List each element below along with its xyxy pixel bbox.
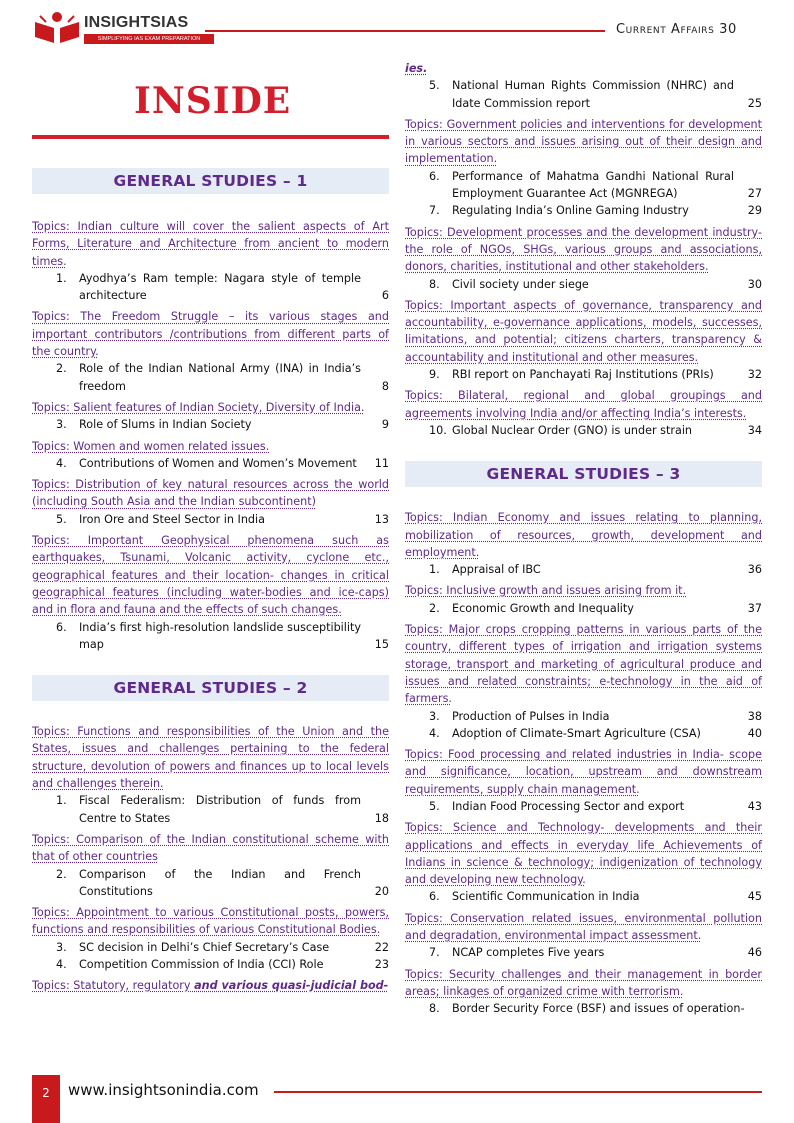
contents-entry[interactable]	[32, 866, 389, 901]
gs3-contents	[405, 509, 762, 1017]
brand-name: INSIGHTSIAS	[84, 14, 189, 31]
contents-entry[interactable]	[32, 360, 389, 395]
entry-number: 8.	[429, 1002, 440, 1016]
gs1-heading: GENERAL STUDIES – 1	[32, 168, 389, 194]
book-person-logo-icon	[32, 10, 82, 44]
contents-entry[interactable]	[32, 270, 389, 305]
footer-divider	[274, 1091, 762, 1093]
entry-title: Appraisal of IBC	[452, 563, 541, 577]
entry-title: Ayodhya’s Ram temple: Nagara style of temple architecture	[79, 271, 361, 303]
contents-entry[interactable]	[32, 416, 389, 433]
entry-number: 7.	[429, 204, 440, 218]
entry-page-number: 38	[747, 709, 762, 723]
contents-entry[interactable]	[405, 708, 762, 725]
entry-page-number: 15	[374, 637, 389, 651]
contents-entry[interactable]	[405, 888, 762, 905]
contents-entry[interactable]	[405, 600, 762, 617]
topic-heading[interactable]: Topics: Security challenges and their management in border areas; linkages of organized crime with terrorism.	[405, 967, 762, 998]
entry-title: India’s first high-resolution landslide susceptibility map	[79, 620, 361, 651]
entry-page-number: 43	[747, 799, 762, 813]
entry-number: 5.	[429, 799, 440, 813]
topic-text-continued: ies.	[405, 62, 428, 75]
contents-entry[interactable]	[32, 619, 389, 654]
entry-page-number: 34	[747, 423, 762, 437]
topic-heading[interactable]: Topics: Indian culture will cover the salient aspects of Art Forms, Literature and Architecture from ancient to modern times.	[32, 220, 389, 268]
website-link[interactable]: www.insightsonindia.com	[68, 1081, 259, 1099]
entry-title: National Human Rights Commission (NHRC) and Idate Commission report	[452, 79, 734, 110]
topic-continuation[interactable]	[405, 60, 762, 77]
entry-title: Border Security Force (BSF) and issues of operation-	[452, 1002, 745, 1016]
entry-title: Competition Commission of India (CCI) Role	[79, 957, 324, 971]
entry-page-number: 45	[747, 890, 762, 904]
entry-page-number: 36	[747, 563, 762, 577]
entry-title: Role of Slums in Indian Society	[79, 418, 252, 432]
entry-number: 8.	[429, 277, 440, 291]
contents-entry[interactable]	[32, 511, 389, 528]
contents-entry[interactable]	[405, 725, 762, 742]
topic-heading[interactable]: Topics: Inclusive growth and issues arising from it.	[405, 584, 687, 598]
contents-entry[interactable]	[405, 944, 762, 961]
topic-heading[interactable]: Topics: Government policies and interventions for development in various sectors and issues arising out of their design and implementation.	[405, 117, 762, 166]
brand-tagline: SIMPLIFYING IAS EXAM PREPARATION	[84, 34, 214, 44]
entry-number: 6.	[429, 169, 440, 183]
entry-title: Adoption of Climate-Smart Agriculture (CSA)	[452, 726, 701, 740]
entry-title: Economic Growth and Inequality	[452, 601, 634, 615]
topic-heading[interactable]	[32, 977, 389, 994]
entry-page-number: 40	[747, 726, 762, 740]
entry-title: Role of the Indian National Army (INA) in India’s freedom	[79, 362, 361, 393]
entry-number: 6.	[429, 890, 440, 904]
magazine-title: Current Affairs 30	[616, 22, 737, 37]
entry-title: Indian Food Processing Sector and export	[452, 799, 685, 813]
entry-number: 3.	[56, 418, 67, 432]
entry-title: Contributions of Women and Women’s Movement	[79, 456, 357, 470]
entry-page-number: 25	[747, 96, 762, 110]
contents-entry[interactable]	[32, 455, 389, 472]
entry-number: 5.	[56, 512, 67, 526]
inside-title: INSIDE	[134, 80, 292, 122]
entry-page-number: 9	[381, 418, 389, 432]
entry-title: Iron Ore and Steel Sector in India	[79, 512, 265, 526]
contents-entry[interactable]	[405, 422, 762, 439]
entry-title: Production of Pulses in India	[452, 709, 610, 723]
entry-title: SC decision in Delhi’s Chief Secretary’s Case	[79, 940, 330, 954]
entry-page-number: 6	[381, 289, 389, 303]
entry-page-number: 18	[374, 811, 389, 825]
page-number: 2	[42, 1086, 50, 1100]
topic-text: Topics: Statutory, regulatory	[32, 979, 191, 993]
entry-title: Performance of Mahatma Gandhi National Rural Employment Guarantee Act (MGNREGA)	[452, 169, 734, 201]
contents-entry[interactable]	[405, 1000, 762, 1017]
topic-heading[interactable]: Topics: Functions and responsibilities of the Union and the States, issues and challenges pertaining to the federal structure, devolution of powers and finances up to local levels and challenges therein.	[32, 725, 389, 791]
topic-heading[interactable]: Topics: Important aspects of governance, transparency and accountability, e-governance applications, models, successes, limitations, and potential; citizens charters, transparency & accountability and institutional and other measures.	[405, 298, 762, 364]
left-column	[32, 168, 389, 995]
entry-number: 2.	[56, 867, 67, 881]
topic-heading[interactable]: Topics: Development processes and the development industry- the role of NGOs, SHGs, various groups and associations, donors, charities, institutional and other stakeholders.	[405, 225, 762, 274]
gs2-contents-continued	[405, 77, 762, 439]
topic-heading[interactable]: Topics: The Freedom Struggle – its various stages and important contributors /contributions from different parts of the country.	[32, 310, 389, 359]
topic-text-continued: and various quasi-judicial bod-	[194, 979, 389, 993]
topic-heading[interactable]: Topics: Women and women related issues.	[32, 439, 270, 453]
entry-title: Scientific Communication in India	[452, 890, 640, 904]
contents-entry[interactable]	[405, 798, 762, 815]
contents-entry[interactable]	[405, 561, 762, 578]
entry-number: 9.	[429, 368, 440, 382]
contents-entry[interactable]	[405, 202, 762, 219]
topic-heading[interactable]: Topics: Major crops cropping patterns in various parts of the country, different types of irrigation and irrigation systems storage, transport and marketing of agricultural produce and issues and related constraints; e-technology in the aid of farmers.	[405, 623, 762, 706]
entry-title: RBI report on Panchayati Raj Institutions (PRIs)	[452, 368, 714, 382]
gs2-contents	[32, 723, 389, 973]
topic-heading[interactable]: Topics: Food processing and related industries in India- scope and significance, location, upstream and downstream requirements, supply chain management.	[405, 748, 762, 796]
entry-page-number: 13	[374, 512, 389, 526]
entry-title: Fiscal Federalism: Distribution of funds from Centre to States	[79, 794, 361, 825]
contents-entry[interactable]	[405, 276, 762, 293]
entry-page-number: 22	[374, 940, 389, 954]
entry-number: 4.	[56, 957, 67, 971]
gs2-heading: GENERAL STUDIES – 2	[32, 675, 389, 701]
inside-underline	[32, 135, 389, 139]
entry-number: 1.	[56, 271, 67, 285]
entry-number: 2.	[56, 362, 67, 376]
topic-heading[interactable]: Topics: Science and Technology- developments and their applications and effects in everyday life Achievements of Indians in science & technology; indigenization of technology and developing new technology.	[405, 821, 762, 887]
entry-number: 2.	[429, 601, 440, 615]
contents-entry[interactable]	[32, 956, 389, 973]
entry-page-number: 37	[747, 601, 762, 615]
entry-number: 6.	[56, 620, 67, 634]
topic-heading[interactable]: Topics: Salient features of Indian Society, Diversity of India.	[32, 400, 365, 414]
topic-heading[interactable]: Topics: Bilateral, regional and global groupings and agreements involving India and/or affecting India’s interests.	[405, 389, 762, 420]
topic-heading[interactable]: Topics: Appointment to various Constitutional posts, powers, functions and responsibilities of various Constitutional Bodies.	[32, 906, 389, 937]
contents-entry[interactable]	[32, 792, 389, 827]
entry-number: 4.	[56, 456, 67, 470]
topic-heading[interactable]: Topics: Distribution of key natural resources across the world (including South Asia and the Indian subcontinent)	[32, 478, 389, 509]
entry-page-number: 27	[747, 187, 762, 201]
entry-number: 3.	[56, 940, 67, 954]
contents-entry[interactable]	[405, 168, 762, 203]
entry-number: 10.	[429, 423, 447, 437]
contents-entry[interactable]	[405, 77, 762, 112]
entry-page-number: 20	[374, 884, 389, 898]
topic-heading[interactable]: Topics: Indian Economy and issues relating to planning, mobilization of resources, growth, development and employment.	[405, 511, 762, 559]
topic-heading[interactable]: Topics: Important Geophysical phenomena such as earthquakes, Tsunami, Volcanic activity, cyclone etc., geographical features and their location- changes in critical geographical features (including water-bodies and ice-caps) and in flora and fauna and the effects of such changes.	[32, 534, 389, 617]
entry-title: Global Nuclear Order (GNO) is under strain	[452, 423, 693, 437]
entry-page-number: 23	[374, 957, 389, 971]
contents-entry[interactable]	[405, 366, 762, 383]
contents-entry[interactable]	[32, 939, 389, 956]
entry-page-number: 32	[747, 368, 762, 382]
entry-number: 3.	[429, 709, 440, 723]
entry-page-number: 11	[374, 456, 389, 470]
gs1-contents	[32, 218, 389, 653]
entry-number: 1.	[56, 794, 67, 808]
entry-page-number: 46	[747, 946, 762, 960]
entry-number: 7.	[429, 946, 440, 960]
header-divider	[205, 30, 605, 32]
entry-title: Regulating India’s Online Gaming Industry	[452, 204, 689, 218]
entry-title: NCAP completes Five years	[452, 946, 605, 960]
entry-page-number: 29	[747, 204, 762, 218]
right-column	[405, 60, 762, 1018]
topic-heading[interactable]: Topics: Conservation related issues, environmental pollution and degradation, environmental impact assessment.	[405, 911, 762, 943]
entry-title: Comparison of the Indian and French Constitutions	[79, 867, 361, 898]
entry-number: 1.	[429, 563, 440, 577]
entry-number: 4.	[429, 726, 440, 740]
gs3-heading: GENERAL STUDIES – 3	[405, 461, 762, 487]
entry-page-number: 8	[381, 379, 389, 393]
entry-number: 5.	[429, 79, 440, 93]
entry-page-number: 30	[747, 277, 762, 291]
topic-heading[interactable]: Topics: Comparison of the Indian constitutional scheme with that of other countries	[32, 832, 389, 864]
entry-title: Civil society under siege	[452, 277, 589, 291]
